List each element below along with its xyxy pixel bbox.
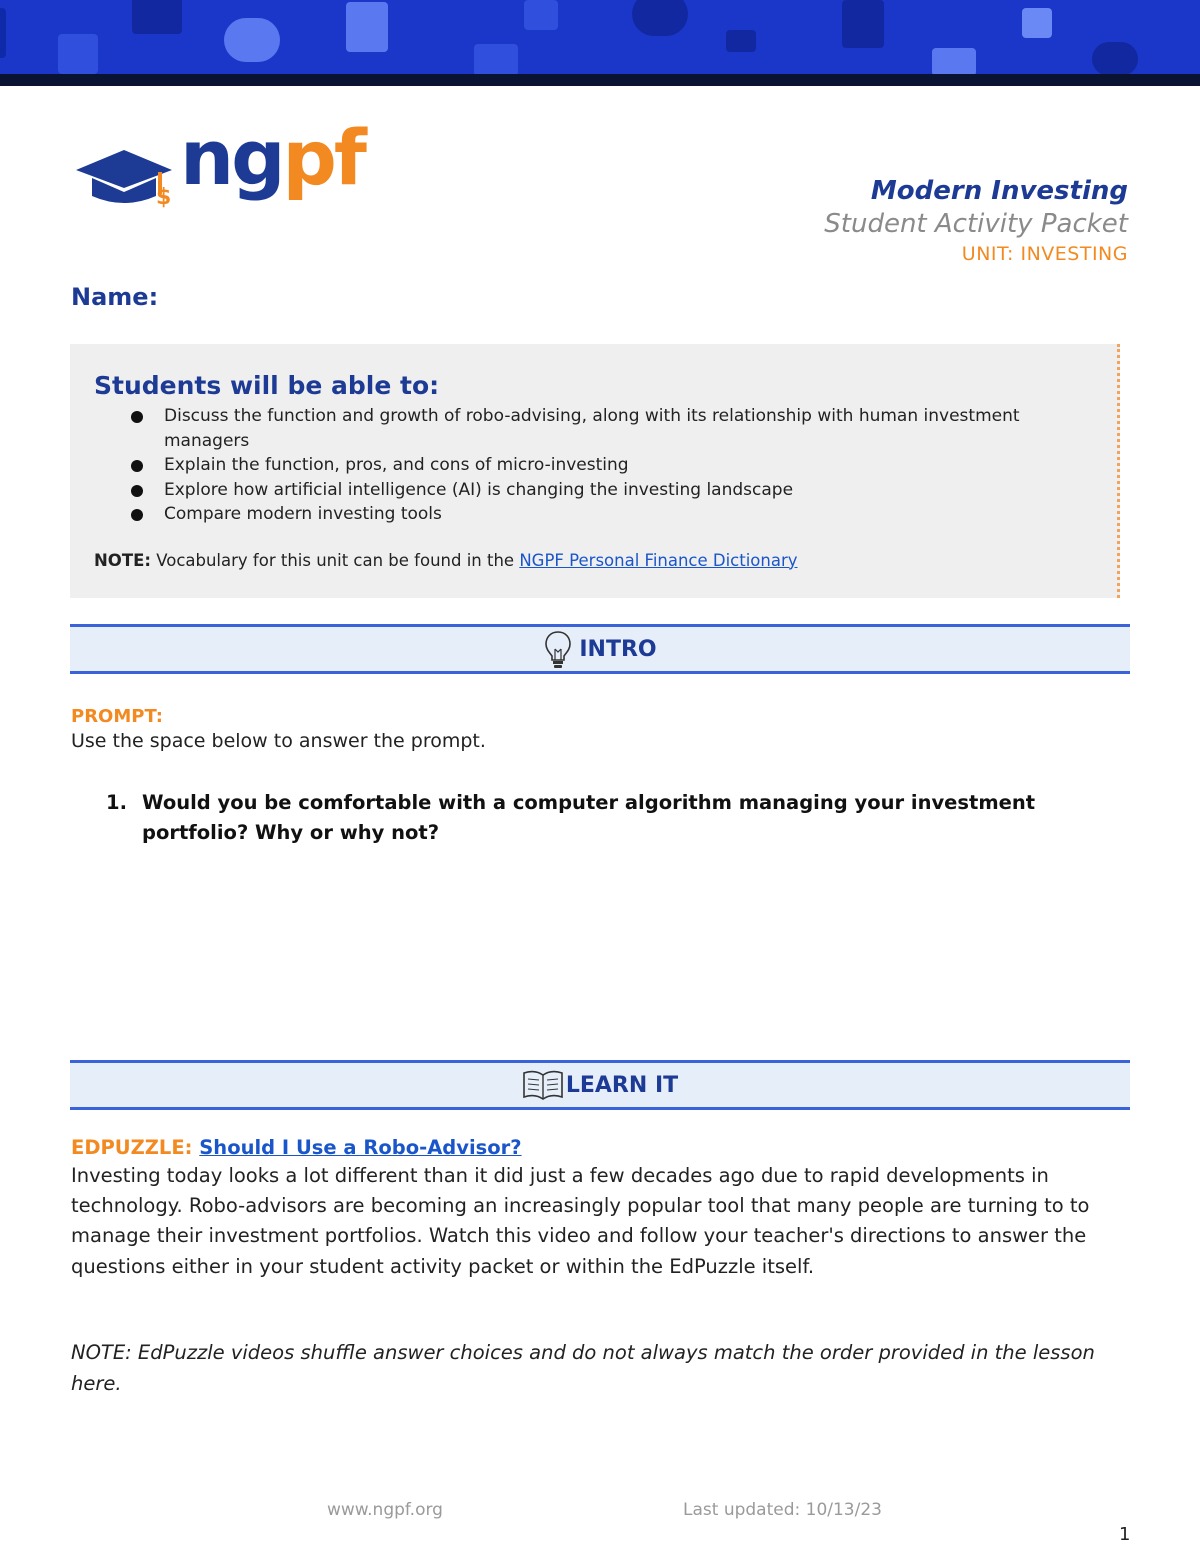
- vocabulary-note: [94, 551, 1096, 570]
- prompt-instructions: Use the space below to answer the prompt.: [71, 730, 486, 752]
- objectives-heading: Students will be able to:: [94, 371, 440, 400]
- objectives-list: [94, 404, 1096, 527]
- svg-text:$: $: [156, 185, 172, 210]
- calculator-icon: [132, 0, 182, 34]
- note-text: Vocabulary for this unit can be found in the: [150, 550, 520, 570]
- ngpf-logo: [72, 113, 372, 222]
- question-number: 1.: [106, 791, 127, 814]
- learn-section-header: [70, 1060, 1130, 1110]
- list-item: Compare modern investing tools: [164, 502, 1096, 527]
- calculator-icon: [842, 0, 884, 48]
- piggy-bank-icon: [632, 0, 688, 36]
- objectives-box: [70, 344, 1120, 598]
- edpuzzle-label: EDPUZZLE:: [71, 1136, 193, 1159]
- note-label: NOTE:: [94, 550, 151, 570]
- footer-url[interactable]: www.ngpf.org: [327, 1500, 443, 1520]
- edpuzzle-link[interactable]: Should I Use a Robo-Advisor?: [199, 1136, 522, 1159]
- title-block: [824, 174, 1128, 268]
- piggy-bank-icon: [1092, 42, 1138, 74]
- name-label: Name:: [71, 283, 159, 311]
- question-text: Would you be comfortable with a computer algorithm managing your investment portfolio? Why or why not?: [142, 791, 1036, 844]
- lightbulb-icon: [543, 629, 573, 669]
- folder-icon: [932, 48, 976, 74]
- intro-title: INTRO: [579, 636, 657, 662]
- list-item: Explain the function, pros, and cons of micro-investing: [164, 453, 1096, 478]
- document-icon: [346, 2, 388, 52]
- piggy-bank-icon: [224, 18, 280, 62]
- learn-description: Investing today looks a lot different than it did just a few decades ago due to rapid developments in technology. Robo-advisors are becoming an increasingly popular tool that many people are turning to to manage their investment portfolios. Watch this video and follow your teacher's directions to answer the questions either in your student activity packet or within the EdPuzzle itself.: [71, 1164, 1090, 1278]
- calculator-icon: [1022, 8, 1052, 38]
- open-book-icon: [522, 1069, 564, 1101]
- calculator-icon: [0, 8, 6, 58]
- document-icon: [58, 34, 98, 74]
- header-banner: [0, 0, 1200, 74]
- prompt-label: PROMPT:: [71, 706, 163, 727]
- folder-icon: [474, 44, 518, 74]
- folder-icon: [726, 30, 756, 52]
- page-number: 1: [1119, 1524, 1131, 1545]
- document-subtitle: Student Activity Packet: [824, 209, 1128, 239]
- list-item: Explore how artificial intelligence (AI) is changing the investing landscape: [164, 478, 1096, 503]
- logo-text-ng: ng: [180, 113, 283, 202]
- unit-label: UNIT: INVESTING: [961, 243, 1128, 265]
- footer-last-updated: Last updated: 10/13/23: [683, 1500, 882, 1520]
- intro-section-header: [70, 624, 1130, 674]
- document-title: Modern Investing: [870, 176, 1128, 206]
- dictionary-link[interactable]: NGPF Personal Finance Dictionary: [519, 550, 798, 570]
- edpuzzle-heading: [71, 1136, 522, 1159]
- learn-title: LEARN IT: [565, 1072, 679, 1098]
- logo-text-pf: pf: [282, 113, 364, 202]
- calculator-icon: [524, 0, 558, 30]
- graduation-cap-dollar-icon: [72, 144, 182, 214]
- header-divider: [0, 74, 1200, 86]
- question-1: [106, 788, 1096, 848]
- list-item: Discuss the function and growth of robo-advising, along with its relationship with human investment managers: [164, 404, 1096, 453]
- learn-note: NOTE: EdPuzzle videos shuffle answer choices and do not always match the order provided in the lesson here.: [71, 1341, 1095, 1395]
